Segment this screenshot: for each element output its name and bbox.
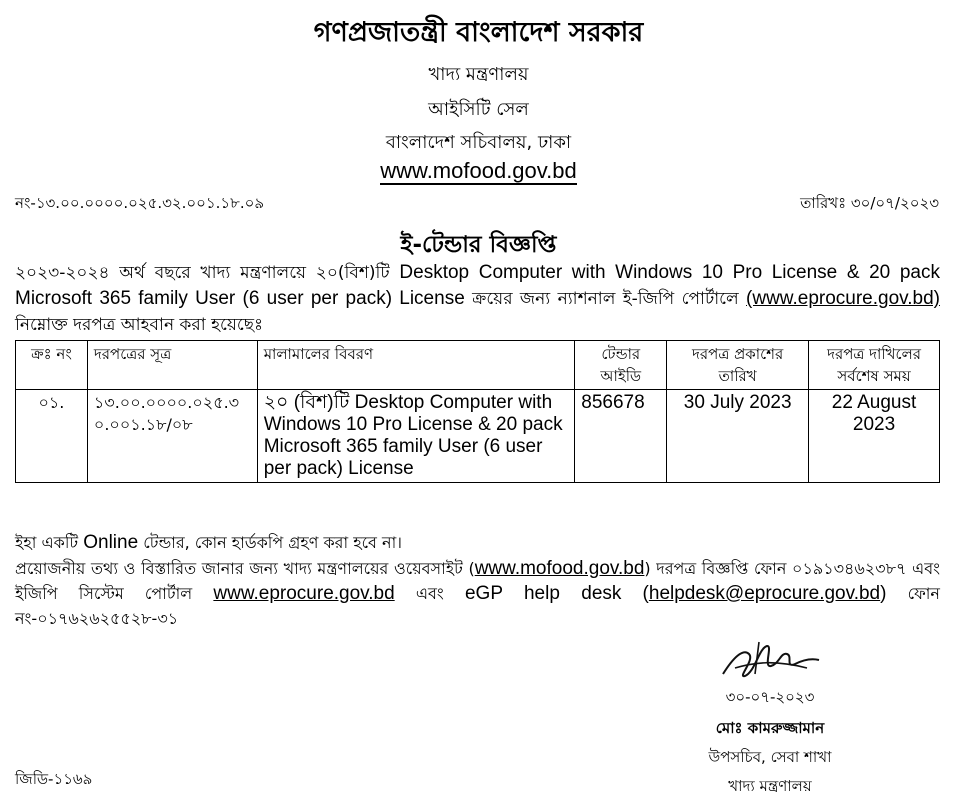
contact-email-open: ( (642, 583, 649, 604)
note-text-1: ইহা একটি (15, 533, 79, 552)
online-tender-note (15, 530, 940, 556)
government-title: গণপ্রজাতন্ত্রী বাংলাদেশ সরকার (313, 17, 644, 48)
memo-number: নং-১৩.০০.০০০০.০২৫.৩২.০০১.১৮.০৯ (15, 194, 265, 212)
contact-portal-link[interactable]: www.eprocure.gov.bd (213, 583, 395, 604)
intro-text-1: ২০২৩-২০২৪ অর্থ বছরে খাদ্য মন্ত্রণালয়ে ২০(বিশ)টি (15, 263, 390, 283)
contact-phone: ফোন নং-০১৭৬২৬২৫৫২৮-৩১ (15, 584, 940, 628)
header-description: মালামালের বিবরণ (257, 341, 575, 390)
signature-block (650, 638, 890, 800)
header-reference: দরপত্রের সূত্র (87, 341, 257, 390)
intro-product: Desktop Computer with Windows 10 Pro License & 20 pack Microsoft 365 family User (6 user per pack) License (15, 262, 940, 309)
handwritten-signature-icon (715, 638, 825, 684)
header-website (0, 158, 957, 184)
header-serial: ক্রঃ নং (16, 341, 88, 390)
cell-description: ২০ (বিশ)টি Desktop Computer with Windows 10 Pro License & 20 pack Microsoft 365 family User (6 user per pack) License (257, 390, 575, 483)
intro-paragraph (15, 260, 940, 338)
note-text-2: টেন্ডার, কোন হার্ডকপি গ্রহণ করা হবে না। (143, 533, 402, 552)
cell-serial: ০১. (16, 390, 88, 483)
contact-email-link[interactable]: helpdesk@eprocure.gov.bd (648, 583, 881, 604)
contact-website-link[interactable]: www.mofood.gov.bd (474, 558, 645, 579)
tender-table (15, 340, 940, 483)
gd-number: জিডি-১১৬৯ (15, 770, 93, 788)
signature-date: ৩০-০৭-২০২৩ (725, 688, 815, 706)
note-online: Online (83, 532, 139, 553)
intro-text-2: ক্রয়ের জন্য ন্যাশনাল ই-জিপি পোর্টালে (472, 289, 739, 309)
contact-helpdesk-label: eGP help desk (464, 583, 622, 604)
contact-text-3: এবং (415, 584, 444, 603)
cell-publish-date: 30 July 2023 (667, 390, 809, 483)
header-website-link[interactable]: www.mofood.gov.bd (380, 158, 577, 183)
signatory-ministry: খাদ্য মন্ত্রণালয় (728, 777, 812, 795)
cell-tender-id: 856678 (575, 390, 667, 483)
office-location: বাংলাদেশ সচিবালয়, ঢাকা (385, 132, 572, 153)
header-deadline: দরপত্র দাখিলের সর্বশেষ সময় (809, 341, 940, 390)
signatory-name: মোঃ কামরুজ্জামান (715, 719, 825, 737)
table-row (16, 390, 940, 483)
notice-date: তারিখঃ ৩০/০৭/২০২৩ (800, 194, 939, 212)
contact-text-2: ) দরপত্র বিজ্ঞপ্তি ফোন ০১৯১৩৪৬২৩৮৭ এবং ইজিপি সিস্টেম পোর্টাল (15, 559, 941, 603)
intro-text-3: নিম্নোক্ত দরপত্র আহবান করা হয়েছেঃ (15, 315, 264, 335)
notice-heading: ই-টেন্ডার বিজ্ঞপ্তি (400, 232, 557, 258)
contact-paragraph (15, 556, 940, 631)
intro-portal-link[interactable]: (www.eprocure.gov.bd) (746, 288, 940, 309)
cell-name: আইসিটি সেল (428, 99, 529, 120)
header-tender-id: টেন্ডার আইডি (575, 341, 667, 390)
contact-email-close: ) (880, 583, 887, 604)
table-header-row (16, 341, 940, 390)
signatory-designation: উপসচিব, সেবা শাখা (708, 748, 832, 766)
contact-text-1: প্রয়োজনীয় তথ্য ও বিস্তারিত জানার জন্য খাদ্য মন্ত্রণালয়ের ওয়েবসাইট ( (15, 559, 475, 578)
header-publish-date: দরপত্র প্রকাশের তারিখ (667, 341, 809, 390)
ministry-name: খাদ্য মন্ত্রণালয় (428, 64, 529, 85)
cell-deadline: 22 August 2023 (809, 390, 940, 483)
cell-reference: ১৩.০০.০০০০.০২৫.৩০.০০১.১৮/০৮ (87, 390, 257, 483)
